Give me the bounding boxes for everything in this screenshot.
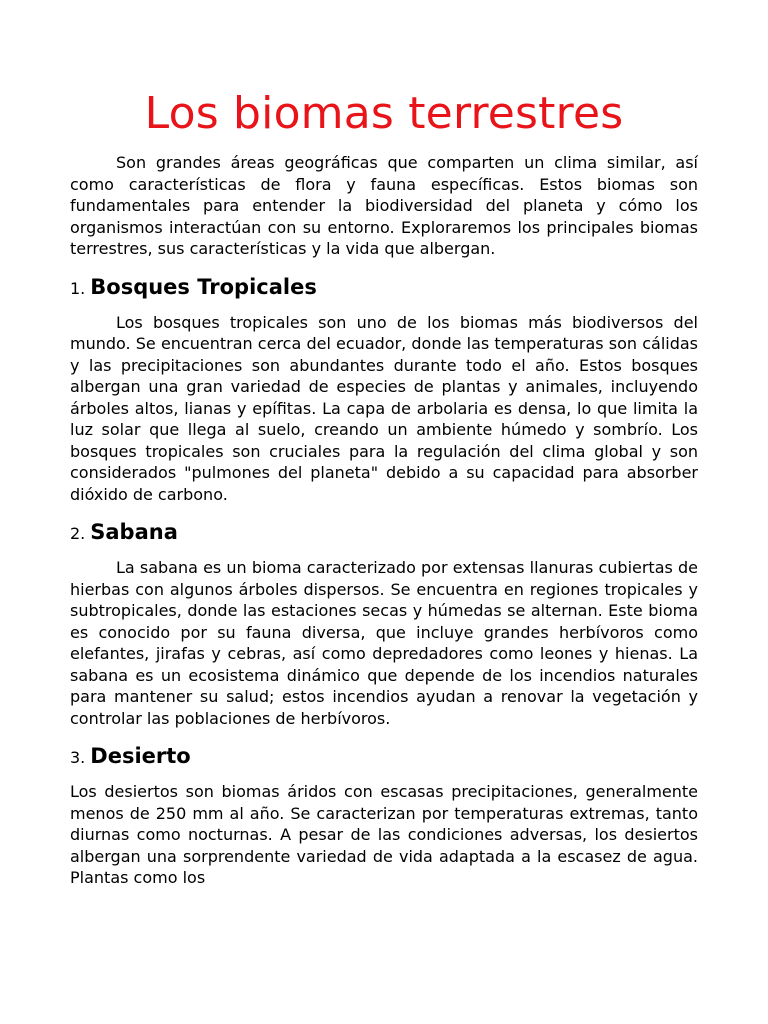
section-paragraph: Los desiertos son biomas áridos con escasas precipitaciones, generalmente menos de 250 mm al año. Se caracterizan por temperaturas extremas, tanto diurnas como nocturnas. A pesar de las condiciones adversas, los desiertos albergan una sorprendente variedad de vida adaptada a la escasez de agua. Plantas como los [70,782,698,887]
section-title: Sabana [90,520,178,544]
section-desierto [70,742,698,889]
section-paragraph: La sabana es un bioma caracterizado por extensas llanuras cubiertas de hierbas con algunos árboles dispersos. Se encuentra en regiones tropicales y subtropicales, donde las estaciones secas y húmedas se alternan. Este bioma es conocido por su fauna diversa, que incluye grandes herbívoros como elefantes, jirafas y cebras, así como depredadores como leones y hienas. La sabana es un ecosistema dinámico que depende de los incendios naturales para mantener su salud; estos incendios ayudan a renovar la vegetación y controlar las poblaciones de herbívoros. [70,558,698,728]
section-number: 1. [70,278,86,298]
intro-paragraph: Son grandes áreas geográficas que comparten un clima similar, así como características de flora y fauna específicas. Estos biomas son fundamentales para entender la biodiversidad del planeta y cómo los organismos interactúan con su entorno. Exploraremos los principales biomas terrestres, sus características y la vida que albergan. [70,153,698,258]
section-sabana [70,518,698,729]
section-bosques-tropicales [70,273,698,506]
section-number: 2. [70,524,86,543]
section-paragraph: Los bosques tropicales son uno de los biomas más biodiversos del mundo. Se encuentran cerca del ecuador, donde las temperaturas son cálidas y las precipitaciones son abundantes durante todo el año. Estos bosques albergan una gran variedad de especies de plantas y animales, incluyendo árboles altos, lianas y epífitas. La capa de arbolaria es densa, lo que limita la luz solar que llega al suelo, creando un ambiente húmedo y sombrío. Los bosques tropicales son cruciales para la regulación del clima global y son considerados "pulmones del planeta" debido a su capacidad para absorber dióxido de carbono. [70,312,698,504]
section-heading [70,518,698,548]
section-heading [70,742,698,772]
section-title: Bosques Tropicales [90,274,317,299]
section-title: Desierto [90,744,191,768]
document-title: Los biomas terrestres [144,88,624,139]
section-number: 3. [70,748,86,767]
document-page [70,0,698,889]
section-heading [70,273,698,303]
